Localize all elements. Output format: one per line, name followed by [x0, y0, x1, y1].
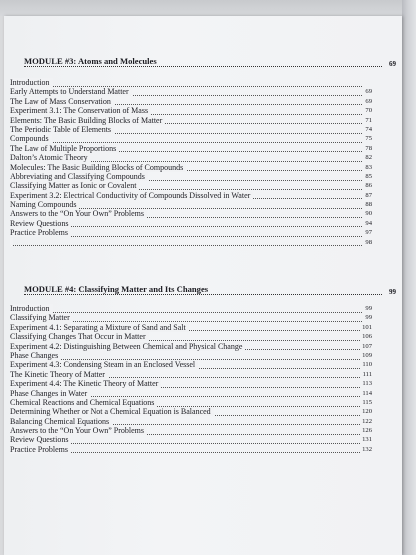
- toc-entry[interactable]: [10, 332, 372, 341]
- module-4-title: MODULE #4: Classifying Matter and Its Changes: [24, 284, 209, 294]
- toc-entry[interactable]: [10, 219, 372, 228]
- toc-entry[interactable]: [10, 417, 372, 426]
- toc-entry[interactable]: [10, 379, 372, 388]
- toc-entry-page: 98: [365, 238, 372, 246]
- toc-entry[interactable]: [10, 228, 372, 237]
- module-4-section: [24, 284, 396, 298]
- toc-entry-label: Experiment 4.4: The Kinetic Theory of Matter: [10, 379, 161, 388]
- toc-entry-page: 90: [365, 210, 372, 218]
- toc-entry[interactable]: [10, 323, 372, 332]
- toc-entry[interactable]: [10, 313, 372, 322]
- toc-entry[interactable]: [10, 97, 372, 106]
- toc-entry[interactable]: [10, 360, 372, 369]
- toc-entry-label: Experiment 3.1: The Conservation of Mass: [10, 106, 151, 115]
- module-3-title: MODULE #3: Atoms and Molecules: [24, 56, 157, 66]
- toc-entry-label: The Kinetic Theory of Matter: [10, 370, 108, 379]
- toc-entry-label: Review Questions: [10, 219, 71, 228]
- toc-entry[interactable]: [10, 209, 372, 218]
- toc-entry-label: Chemical Reactions and Chemical Equations: [10, 398, 157, 407]
- toc-entry[interactable]: [10, 153, 372, 162]
- toc-entry-label: Phase Changes: [10, 351, 61, 360]
- toc-entry-label: Balancing Chemical Equations: [10, 417, 112, 426]
- toc-entry[interactable]: [10, 125, 372, 134]
- toc-entry-label: Abbreviating and Classifying Compounds: [10, 172, 148, 181]
- toc-entry-label: Review Questions: [10, 435, 71, 444]
- toc-entry-page: 88: [365, 201, 372, 209]
- background-strip: [0, 0, 416, 16]
- toc-entry[interactable]: [10, 106, 372, 115]
- toc-entry-page: 107: [362, 342, 372, 350]
- toc-entry-page: 110: [362, 361, 372, 369]
- toc-entry-page: 131: [362, 436, 372, 444]
- toc-entry[interactable]: [10, 116, 372, 125]
- toc-entry-label: The Law of Multiple Proportions: [10, 144, 119, 153]
- module-3-section: [24, 56, 396, 70]
- toc-entry-page: 87: [365, 191, 372, 199]
- toc-entry-page: 120: [362, 408, 372, 416]
- toc-entry[interactable]: [10, 304, 372, 313]
- toc-entry-page: 111: [362, 370, 372, 378]
- toc-entry-page: 99: [365, 305, 372, 312]
- toc-entry-label: Elements: The Basic Building Blocks of Matter: [10, 116, 165, 125]
- toc-entry[interactable]: [10, 351, 372, 360]
- toc-entry-label: Early Attempts to Understand Matter: [10, 87, 132, 96]
- toc-entry-label: Molecules: The Basic Building Blocks of Compounds: [10, 163, 186, 172]
- toc-entry[interactable]: [10, 134, 372, 143]
- toc-entry-label: The Periodic Table of Elements: [10, 125, 114, 134]
- toc-entry-label: Classifying Changes That Occur in Matter: [10, 332, 149, 341]
- toc-entry-label: Practice Problems: [10, 228, 71, 237]
- toc-entry-label: Phase Changes in Water: [10, 389, 90, 398]
- toc-entry-label: Introduction: [10, 78, 53, 87]
- toc-entry[interactable]: [10, 163, 372, 172]
- toc-entry-label: Experiment 4.3: Condensing Steam in an Enclosed Vessel: [10, 360, 198, 369]
- toc-entry-label: [10, 238, 13, 247]
- toc-entry-page: 69: [365, 88, 372, 96]
- toc-entry[interactable]: [10, 435, 372, 444]
- toc-entry[interactable]: [10, 445, 372, 454]
- toc-page: [4, 16, 402, 555]
- toc-entry-page: 71: [365, 116, 372, 124]
- toc-entry-page: 85: [365, 172, 372, 180]
- module-4-entries: [10, 304, 372, 454]
- toc-entry[interactable]: [10, 181, 372, 190]
- toc-entry-label: Experiment 4.1: Separating a Mixture of Sand and Salt: [10, 323, 189, 332]
- toc-entry-page: 113: [362, 380, 372, 388]
- toc-entry-page: 106: [362, 333, 372, 341]
- toc-entry-page: 99: [365, 314, 372, 322]
- toc-entry-label: Answers to the “On Your Own” Problems: [10, 426, 147, 435]
- module-3-entries: [10, 78, 372, 247]
- module-4-title-row: [24, 284, 396, 298]
- module-4-page: 99: [389, 288, 396, 296]
- toc-entry[interactable]: [10, 172, 372, 181]
- toc-entry-label: Classifying Matter: [10, 313, 73, 322]
- toc-entry-page: 86: [365, 182, 372, 190]
- toc-entry-page: 78: [365, 144, 372, 152]
- toc-entry[interactable]: [10, 238, 372, 247]
- toc-entry[interactable]: [10, 144, 372, 153]
- toc-entry-page: 74: [365, 125, 372, 133]
- toc-entry[interactable]: [10, 389, 372, 398]
- toc-entry[interactable]: [10, 87, 372, 96]
- toc-entry-label: Dalton’s Atomic Theory: [10, 153, 91, 162]
- toc-entry-label: The Law of Mass Conservation: [10, 97, 114, 106]
- module-3-title-row: [24, 56, 396, 70]
- toc-entry-page: 122: [362, 417, 372, 425]
- toc-entry[interactable]: [10, 191, 372, 200]
- toc-entry-page: 70: [365, 107, 372, 115]
- toc-entry-page: 132: [362, 445, 372, 453]
- toc-entry[interactable]: [10, 398, 372, 407]
- module-3-page: 69: [389, 60, 396, 68]
- toc-entry-page: 109: [362, 351, 372, 359]
- toc-entry-page: 101: [362, 323, 372, 331]
- toc-entry-label: Naming Compounds: [10, 200, 79, 209]
- toc-entry-label: Introduction: [10, 304, 53, 313]
- book-spine: [402, 0, 416, 555]
- toc-entry-label: Answers to the “On Your Own” Problems: [10, 209, 147, 218]
- toc-entry-label: Experiment 3.2: Electrical Conductivity of Compounds Dissolved in Water: [10, 191, 253, 200]
- toc-entry-label: Practice Problems: [10, 445, 71, 454]
- toc-entry-page: 126: [362, 427, 372, 435]
- toc-entry-page: 82: [365, 154, 372, 162]
- toc-entry[interactable]: [10, 407, 372, 416]
- toc-entry-page: 115: [362, 398, 372, 406]
- toc-entry[interactable]: [10, 370, 372, 379]
- toc-entry-label: Classifying Matter as Ionic or Covalent: [10, 181, 139, 190]
- toc-entry-page: 83: [365, 163, 372, 171]
- toc-entry-label: Compounds: [10, 134, 52, 143]
- toc-entry-label: Experiment 4.2: Distinguishing Between Chemical and Physical Change: [10, 342, 245, 351]
- toc-entry-page: 69: [365, 97, 372, 105]
- toc-entry[interactable]: [10, 78, 372, 87]
- toc-entry-page: 114: [362, 389, 372, 397]
- toc-entry-page: 97: [365, 229, 372, 237]
- toc-entry-page: 94: [365, 219, 372, 227]
- toc-entry-page: 75: [365, 135, 372, 143]
- toc-entry[interactable]: [10, 342, 372, 351]
- toc-entry-label: Determining Whether or Not a Chemical Equation is Balanced: [10, 407, 214, 416]
